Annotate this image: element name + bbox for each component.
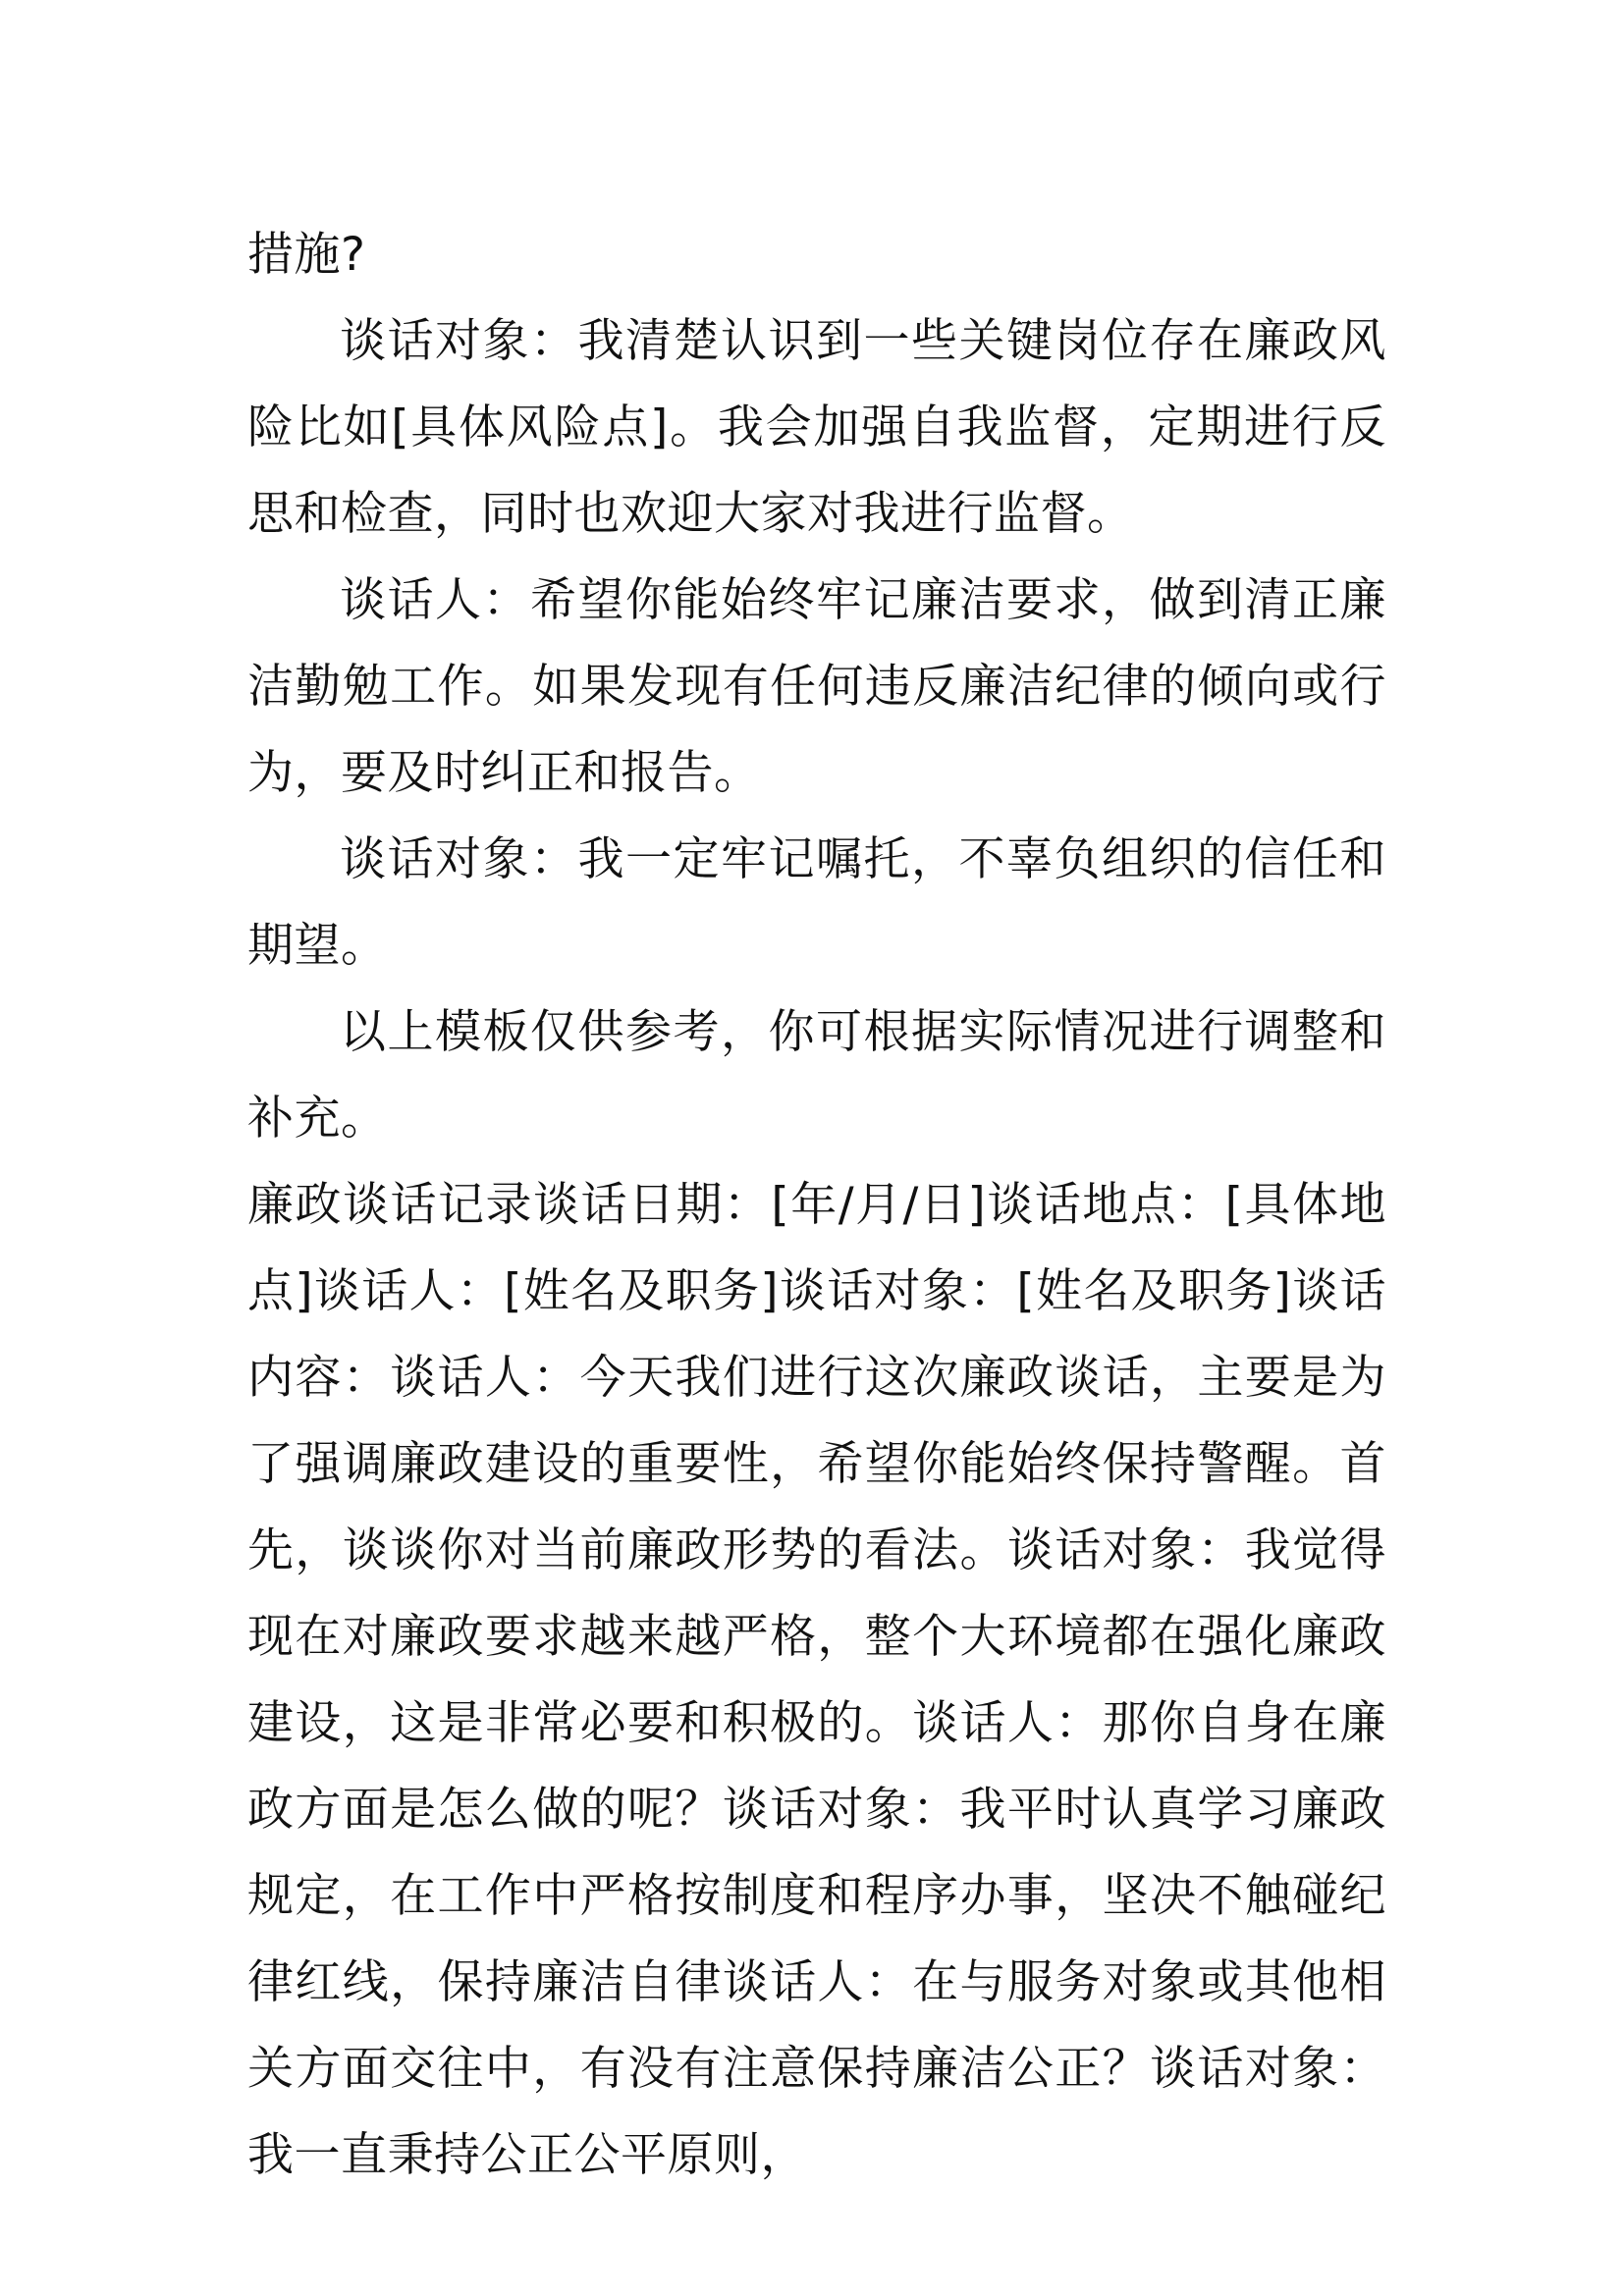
paragraph-subject-commitment: 谈话对象：我一定牢记嘱托，不辜负组织的信任和期望。 [247, 832, 1386, 973]
paragraph-interviewer-expectation: 谈话人：希望你能始终牢记廉洁要求，做到清正廉洁勤勉工作。如果发现有任何违反廉洁纪律的倾向或行为，要及时纠正和报告。 [247, 573, 1386, 800]
paragraph-interview-record: 廉政谈话记录谈话日期：[年/月/日]谈话地点：[具体地点]谈话人：[姓名及职务]谈话对象：[姓名及职务]谈话内容：谈话人：今天我们进行这次廉政谈话，主要是为了强调廉政建设的重要性，希望你能始终保持警醒。首先，谈谈你对当前廉政形势的看法。谈话对象：我觉得现在对廉政要求越来越严格，整个大环境都在强化廉政建设，这是非常必要和积极的。谈话人：那你自身在廉政方面是怎么做的呢？谈话对象：我平时认真学习廉政规定，在工作中严格按制度和程序办事，坚决不触碰纪律红线，保持廉洁自律谈话人：在与服务对象或其他相关方面交往中，有没有注意保持廉洁公正？谈话对象：我一直秉持公正公平原则， [247, 1178, 1386, 2182]
paragraph-measures-continuation: 措施? [247, 228, 366, 282]
paragraph-subject-risk-awareness: 谈话对象：我清楚认识到一些关键岗位存在廉政风险比如[具体风险点]。我会加强自我监督，定期进行反思和检查，同时也欢迎大家对我进行监督。 [247, 314, 1386, 541]
document-body [247, 212, 1386, 2199]
paragraph-template-note: 以上模板仅供参考，你可根据实际情况进行调整和补充。 [247, 1005, 1386, 1146]
